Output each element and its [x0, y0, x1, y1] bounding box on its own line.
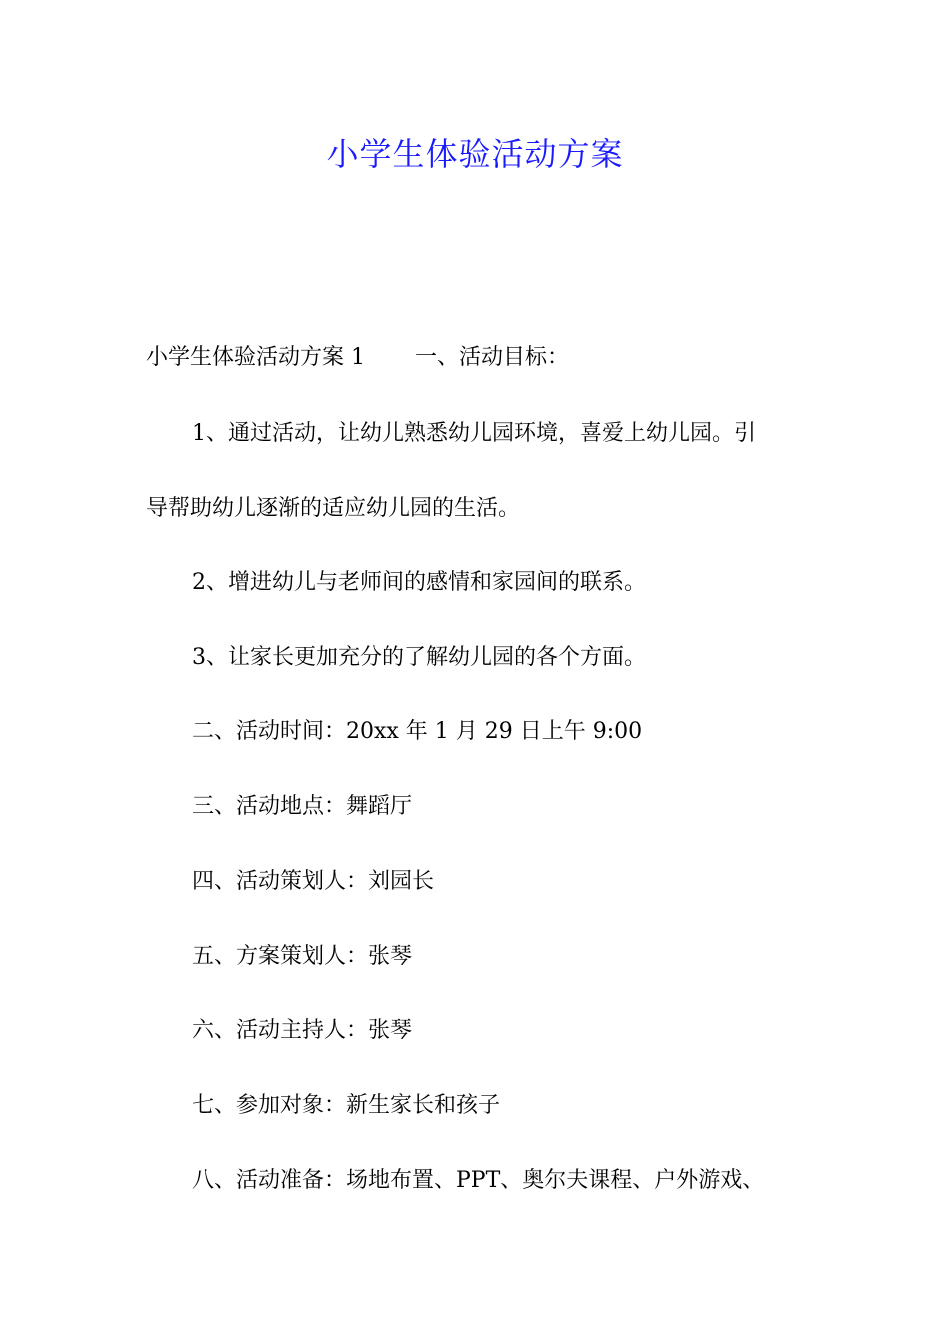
document-title: 小学生体验活动方案: [326, 135, 624, 173]
scheme-planner: 五、方案策划人：张琴: [192, 944, 413, 969]
activity-preparation: 八、活动准备：场地布置、PPT、奥尔夫课程、户外游戏、: [192, 1168, 765, 1193]
goal-item-1-line-1: 1、通过活动，让幼儿熟悉幼儿园环境，喜爱上幼儿园。引: [192, 421, 756, 446]
participants: 七、参加对象：新生家长和孩子: [192, 1093, 501, 1118]
activity-planner: 四、活动策划人：刘园长: [192, 869, 435, 894]
section-heading: 小学生体验活动方案 1: [146, 345, 365, 370]
activity-time: 二、活动时间：20xx 年 1 月 29 日上午 9:00: [192, 719, 643, 744]
section-heading-line: [146, 342, 816, 374]
goal-item-3: 3、让家长更加充分的了解幼儿园的各个方面。: [192, 645, 646, 670]
goal-item-1-line-2: 导帮助幼儿逐渐的适应幼儿园的生活。: [146, 496, 521, 521]
activity-place: 三、活动地点：舞蹈厅: [192, 794, 413, 819]
goal-heading: 一、活动目标：: [415, 345, 570, 370]
goal-item-2: 2、增进幼儿与老师间的感情和家园间的联系。: [192, 570, 646, 595]
activity-host: 六、活动主持人：张琴: [192, 1018, 413, 1043]
